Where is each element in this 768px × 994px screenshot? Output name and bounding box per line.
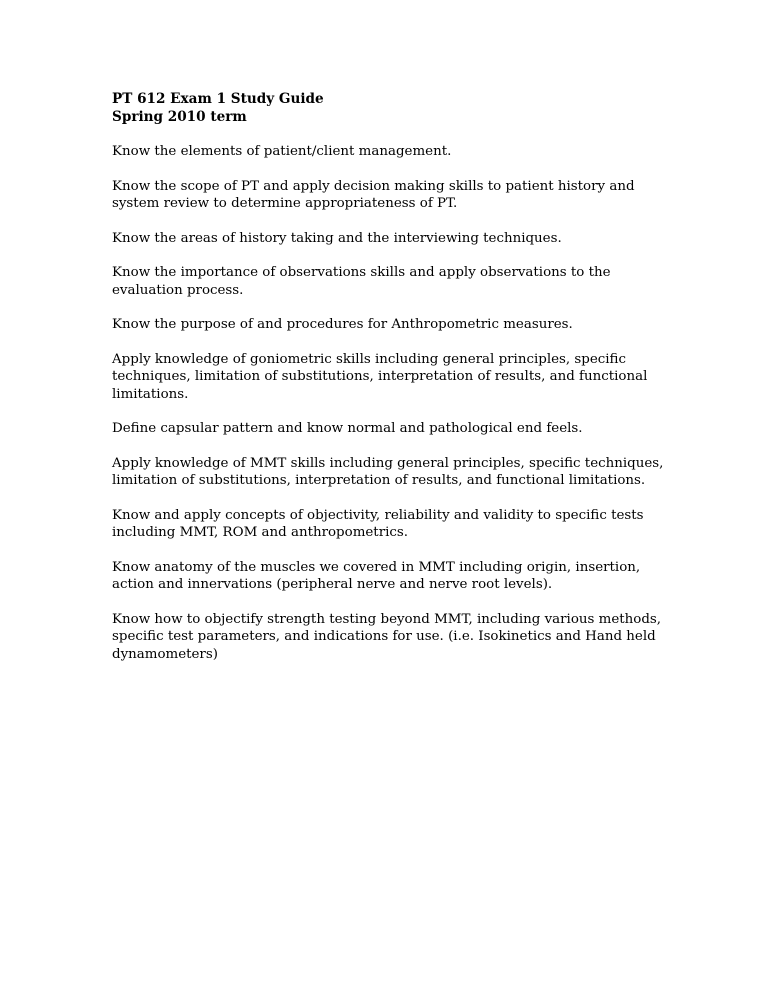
document-title: PT 612 Exam 1 Study Guide [112, 91, 324, 107]
study-item: Know the purpose of and procedures for Anthropometric measures. [112, 317, 573, 332]
study-item: Know how to objectify strength testing beyond MMT, including various methods, specific test parameters, and indications for use. (i.e. Isokinetics and Hand held dynamometers) [112, 611, 662, 662]
document-subtitle: Spring 2010 term [112, 108, 247, 125]
study-item: Apply knowledge of MMT skills including general principles, specific techniques, limitation of substitutions, interpretation of results, and functional limitations. [112, 455, 664, 488]
study-item: Define capsular pattern and know normal and pathological end feels. [112, 421, 583, 436]
document-body [112, 91, 672, 680]
study-item: Know the importance of observations skills and apply observations to the evaluation process. [112, 265, 611, 298]
study-item: Know the elements of patient/client management. [112, 144, 452, 159]
study-item: Know the areas of history taking and the interviewing techniques. [112, 230, 562, 246]
study-item: Apply knowledge of goniometric skills including general principles, specific techniques, limitation of substitutions, interpretation of results, and functional limitations. [112, 351, 648, 402]
study-item: Know the scope of PT and apply decision making skills to patient history and system review to determine appropriateness of PT. [112, 178, 635, 211]
study-item: Know anatomy of the muscles we covered in MMT including origin, insertion, action and innervations (peripheral nerve and nerve root levels). [112, 559, 641, 592]
document-header [112, 91, 672, 126]
study-item: Know and apply concepts of objectivity, reliability and validity to specific tests including MMT, ROM and anthropometrics. [112, 507, 644, 540]
